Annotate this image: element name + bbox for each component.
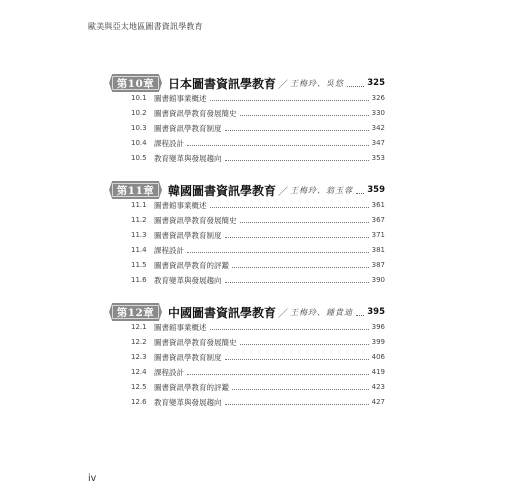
section-page-number: 353 bbox=[371, 154, 385, 162]
section-title: 圖書館事業概述 bbox=[154, 322, 207, 332]
section-title: 課程設計 bbox=[154, 138, 184, 148]
dot-leader bbox=[225, 404, 369, 405]
dot-leader bbox=[347, 86, 364, 87]
section-page-number: 406 bbox=[371, 353, 385, 361]
toc-entry[interactable] bbox=[131, 214, 385, 226]
section-page-number: 423 bbox=[371, 383, 385, 391]
section-page-number: 396 bbox=[371, 323, 385, 331]
chapter-authors: 王梅玲、鍾貴迪 bbox=[290, 307, 354, 317]
section-number: 10.2 bbox=[131, 109, 147, 117]
toc-entry[interactable] bbox=[131, 244, 385, 256]
chapter-heading[interactable] bbox=[109, 180, 385, 200]
toc-entry[interactable] bbox=[131, 92, 385, 104]
toc-entry[interactable] bbox=[131, 321, 385, 333]
chapter-heading[interactable] bbox=[109, 302, 385, 322]
section-number: 11.3 bbox=[131, 231, 147, 239]
page-number: iv bbox=[88, 473, 97, 484]
toc-entry[interactable] bbox=[131, 274, 385, 286]
dot-leader bbox=[187, 145, 369, 146]
toc-entry[interactable] bbox=[131, 122, 385, 134]
section-title: 圖書資訊學教育的評鑑 bbox=[154, 260, 229, 270]
chapter-page-number: 325 bbox=[367, 78, 385, 88]
section-page-number: 330 bbox=[371, 109, 385, 117]
chapter-title: 韓國圖書資訊學教育 bbox=[168, 183, 277, 198]
chapter-heading[interactable] bbox=[109, 73, 385, 93]
chapter-title: 中國圖書資訊學教育 bbox=[168, 305, 277, 320]
chapter-badge bbox=[109, 181, 162, 199]
chapter-authors: 王梅玲、翁玉蓉 bbox=[290, 185, 354, 195]
dot-leader bbox=[210, 329, 369, 330]
dot-leader bbox=[225, 282, 369, 283]
section-title: 圖書資訊學教育制度 bbox=[154, 352, 222, 362]
running-header: 歐美與亞太地區圖書資訊學教育 bbox=[88, 22, 203, 31]
dot-leader bbox=[210, 100, 369, 101]
section-title: 圖書資訊學教育發展簡史 bbox=[154, 337, 237, 347]
section-page-number: 367 bbox=[371, 216, 385, 224]
section-number: 12.4 bbox=[131, 368, 147, 376]
section-number: 10.3 bbox=[131, 124, 147, 132]
toc-entry[interactable] bbox=[131, 137, 385, 149]
dot-leader bbox=[225, 237, 369, 238]
dot-leader bbox=[356, 315, 364, 316]
toc-entry[interactable] bbox=[131, 381, 385, 393]
section-page-number: 419 bbox=[371, 368, 385, 376]
chapter-badge bbox=[109, 74, 162, 92]
dot-leader bbox=[240, 222, 369, 223]
dot-leader bbox=[232, 389, 369, 390]
dot-leader bbox=[187, 252, 369, 253]
section-number: 11.4 bbox=[131, 246, 147, 254]
dot-leader bbox=[232, 267, 369, 268]
section-title: 圖書資訊學教育制度 bbox=[154, 123, 222, 133]
section-number: 11.2 bbox=[131, 216, 147, 224]
dot-leader bbox=[240, 344, 369, 345]
toc-entry[interactable] bbox=[131, 336, 385, 348]
section-number: 12.6 bbox=[131, 398, 147, 406]
section-number: 10.5 bbox=[131, 154, 147, 162]
section-page-number: 371 bbox=[371, 231, 385, 239]
section-page-number: 381 bbox=[371, 246, 385, 254]
section-number: 12.5 bbox=[131, 383, 147, 391]
section-number: 12.1 bbox=[131, 323, 147, 331]
dot-leader bbox=[187, 374, 369, 375]
section-title: 圖書資訊學教育發展簡史 bbox=[154, 215, 237, 225]
chapter-authors: 王梅玲、吳悠 bbox=[290, 78, 345, 88]
chapter-badge-label: 第10章 bbox=[116, 77, 155, 90]
dot-leader bbox=[225, 160, 369, 161]
section-title: 課程設計 bbox=[154, 367, 184, 377]
section-title: 教育變革與發展趨向 bbox=[154, 397, 222, 407]
section-title: 教育變革與發展趨向 bbox=[154, 153, 222, 163]
section-title: 圖書資訊學教育制度 bbox=[154, 230, 222, 240]
section-number: 10.1 bbox=[131, 94, 147, 102]
dot-leader bbox=[356, 193, 364, 194]
toc-entry[interactable] bbox=[131, 366, 385, 378]
dot-leader bbox=[225, 130, 369, 131]
section-number: 12.2 bbox=[131, 338, 147, 346]
section-title: 圖書資訊學教育的評鑑 bbox=[154, 382, 229, 392]
toc-entry[interactable] bbox=[131, 152, 385, 164]
chapter-slash: ／ bbox=[278, 186, 289, 198]
toc-entry[interactable] bbox=[131, 259, 385, 271]
section-page-number: 347 bbox=[371, 139, 385, 147]
section-page-number: 399 bbox=[371, 338, 385, 346]
section-page-number: 387 bbox=[371, 261, 385, 269]
dot-leader bbox=[210, 207, 369, 208]
chapter-badge-label: 第12章 bbox=[116, 306, 155, 319]
section-title: 課程設計 bbox=[154, 245, 184, 255]
toc-entry[interactable] bbox=[131, 229, 385, 241]
section-title: 圖書館事業概述 bbox=[154, 93, 207, 103]
section-number: 12.3 bbox=[131, 353, 147, 361]
toc-entry[interactable] bbox=[131, 107, 385, 119]
section-number: 10.4 bbox=[131, 139, 147, 147]
toc-entry[interactable] bbox=[131, 199, 385, 211]
chapter-slash: ／ bbox=[278, 308, 289, 320]
section-number: 11.6 bbox=[131, 276, 147, 284]
section-title: 教育變革與發展趨向 bbox=[154, 275, 222, 285]
chapter-title: 日本圖書資訊學教育 bbox=[168, 76, 277, 91]
section-page-number: 390 bbox=[371, 276, 385, 284]
section-page-number: 427 bbox=[371, 398, 385, 406]
toc-entry[interactable] bbox=[131, 351, 385, 363]
section-number: 11.5 bbox=[131, 261, 147, 269]
dot-leader bbox=[240, 115, 369, 116]
toc-entry[interactable] bbox=[131, 396, 385, 408]
section-number: 11.1 bbox=[131, 201, 147, 209]
section-title: 圖書資訊學教育發展簡史 bbox=[154, 108, 237, 118]
dot-leader bbox=[225, 359, 369, 360]
chapter-page-number: 359 bbox=[367, 185, 385, 195]
section-title: 圖書館事業概述 bbox=[154, 200, 207, 210]
chapter-badge-label: 第11章 bbox=[116, 184, 155, 197]
section-page-number: 361 bbox=[371, 201, 385, 209]
section-page-number: 342 bbox=[371, 124, 385, 132]
chapter-page-number: 395 bbox=[367, 307, 385, 317]
chapter-badge bbox=[109, 303, 162, 321]
chapter-slash: ／ bbox=[278, 79, 289, 91]
section-page-number: 326 bbox=[371, 94, 385, 102]
